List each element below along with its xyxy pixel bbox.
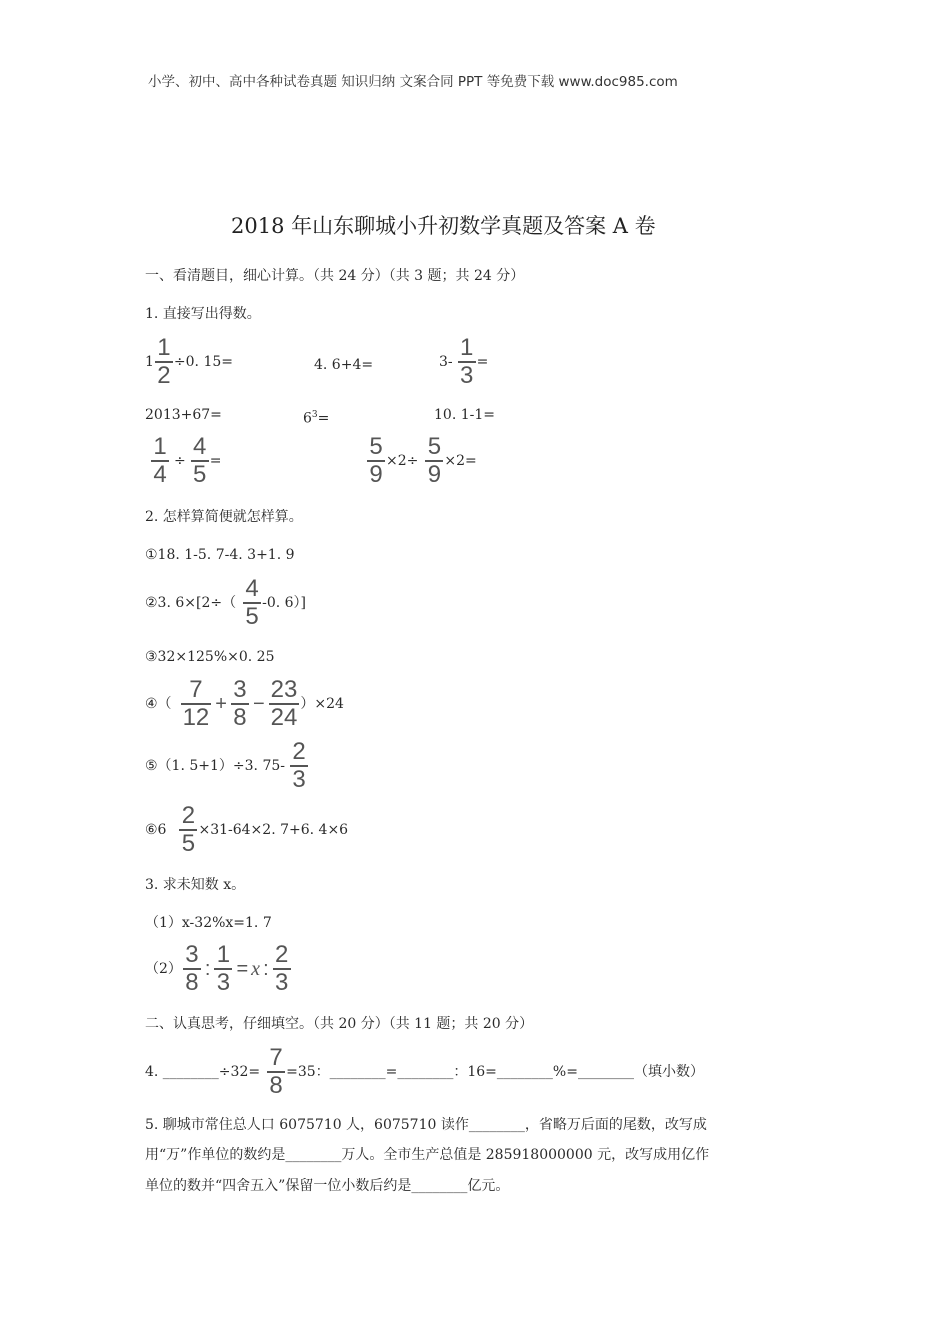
q4 (145, 1046, 704, 1098)
q1-h-middle: ×2÷ (386, 453, 419, 469)
q2-2-suffix: -0. 6）] (262, 595, 307, 611)
q1-item-d: 2013+67= (145, 407, 222, 423)
q1-c-prefix: 3- (439, 354, 453, 370)
q4-suffix: =35：________=________：16=________%=________（填小数） (286, 1064, 704, 1080)
q2-item-2 (145, 577, 306, 629)
plus-sign: + (215, 693, 227, 715)
fraction: $\frac{4}{5}$ (244, 577, 260, 629)
q1-item-a (145, 336, 233, 388)
fraction: $\frac{1}{3}$ (215, 943, 231, 995)
q2-item-3: ③32×125%×0. 25 (145, 649, 275, 665)
fraction: $\frac{2}{5}$ (180, 804, 196, 856)
q1-item-c (439, 336, 488, 388)
equals: = (209, 453, 222, 469)
q1-a-suffix: ÷0. 15= (173, 354, 234, 370)
q2-6-suffix: ×31-64×2. 7+6. 4×6 (198, 822, 349, 838)
colon: : (263, 958, 269, 980)
q1-item-e: $6^3=$ (303, 410, 330, 427)
fraction: $\frac{5}{9}$ (368, 435, 384, 487)
q2-4-prefix: ④（ (145, 696, 172, 712)
q2-item-6 (145, 804, 348, 856)
q2-4-suffix: ）×24 (300, 696, 344, 712)
q5-line-1: 5. 聊城市常住总人口 6075710 人，6075710 读作________，省略万后面的尾数，改写成 (145, 1117, 707, 1133)
fraction: $\frac{4}{5}$ (192, 435, 208, 487)
fraction: $\frac{3}{8}$ (232, 678, 248, 730)
q1-item-b: 4. 6+4= (314, 357, 374, 373)
fraction: $\frac{1}{4}$ (152, 435, 168, 487)
q2-6-prefix: ⑥6 (145, 822, 167, 838)
fraction: $\frac{2}{3}$ (291, 740, 307, 792)
q1-a-prefix: 1 (145, 354, 154, 370)
q3-part-2 (145, 943, 292, 995)
q5-line-2: 用“万”作单位的数约是________万人。全市生产总值是 285918000000 元，改写成用亿作 (145, 1147, 710, 1163)
fraction: $\frac{1}{3}$ (459, 336, 475, 388)
fraction: $\frac{23}{24}$ (270, 676, 298, 731)
equals-sign: = (236, 958, 249, 980)
page-title: 2018 年山东聊城小升初数学真题及答案 A 卷 (231, 214, 656, 238)
fraction: $\frac{2}{3}$ (274, 943, 290, 995)
q2-item-5 (145, 740, 309, 792)
q2-item-1: ①18. 1-5. 7-4. 3+1. 9 (145, 547, 295, 563)
q2-label: 2. 怎样算简便就怎样算。 (145, 509, 303, 525)
divide-sign: ÷ (174, 453, 186, 469)
q1-item-f: 10. 1-1= (434, 407, 495, 423)
fraction: $\frac{1}{2}$ (156, 336, 172, 388)
q4-prefix: 4. ________÷32= (145, 1064, 261, 1080)
fraction: $\frac{3}{8}$ (184, 943, 200, 995)
q3-label: 3. 求未知数 x。 (145, 877, 246, 893)
q2-item-4 (145, 678, 344, 730)
fraction: $\frac{7}{8}$ (268, 1046, 284, 1098)
q1-item-h (366, 435, 477, 487)
q5-line-3: 单位的数并“四舍五入”保留一位小数后约是________亿元。 (145, 1178, 510, 1194)
q1-h-suffix: ×2= (444, 453, 477, 469)
q3-2-prefix: （2） (145, 961, 182, 977)
colon: : (204, 958, 211, 980)
q1-c-suffix: = (476, 354, 489, 370)
q1-item-g (150, 435, 221, 487)
q3-part-1: （1）x-32%x=1. 7 (145, 915, 272, 931)
section2-heading: 二、认真思考，仔细填空。（共 20 分）（共 11 题；共 20 分） (145, 1016, 534, 1032)
q1-label: 1. 直接写出得数。 (145, 306, 261, 322)
minus-sign: − (252, 693, 265, 715)
q2-2-prefix: ②3. 6×[2÷（ (145, 595, 237, 611)
section1-heading: 一、看清题目，细心计算。（共 24 分）（共 3 题；共 24 分） (145, 268, 525, 284)
fraction: $\frac{5}{9}$ (426, 435, 442, 487)
fraction: $\frac{7}{12}$ (182, 676, 210, 731)
variable-x: x (251, 958, 261, 980)
site-header: 小学、初中、高中各种试卷真题 知识归纳 文案合同 PPT 等免费下载 www.doc985.com (148, 74, 678, 90)
q2-5-prefix: ⑤（1. 5+1）÷3. 75- (145, 758, 285, 774)
